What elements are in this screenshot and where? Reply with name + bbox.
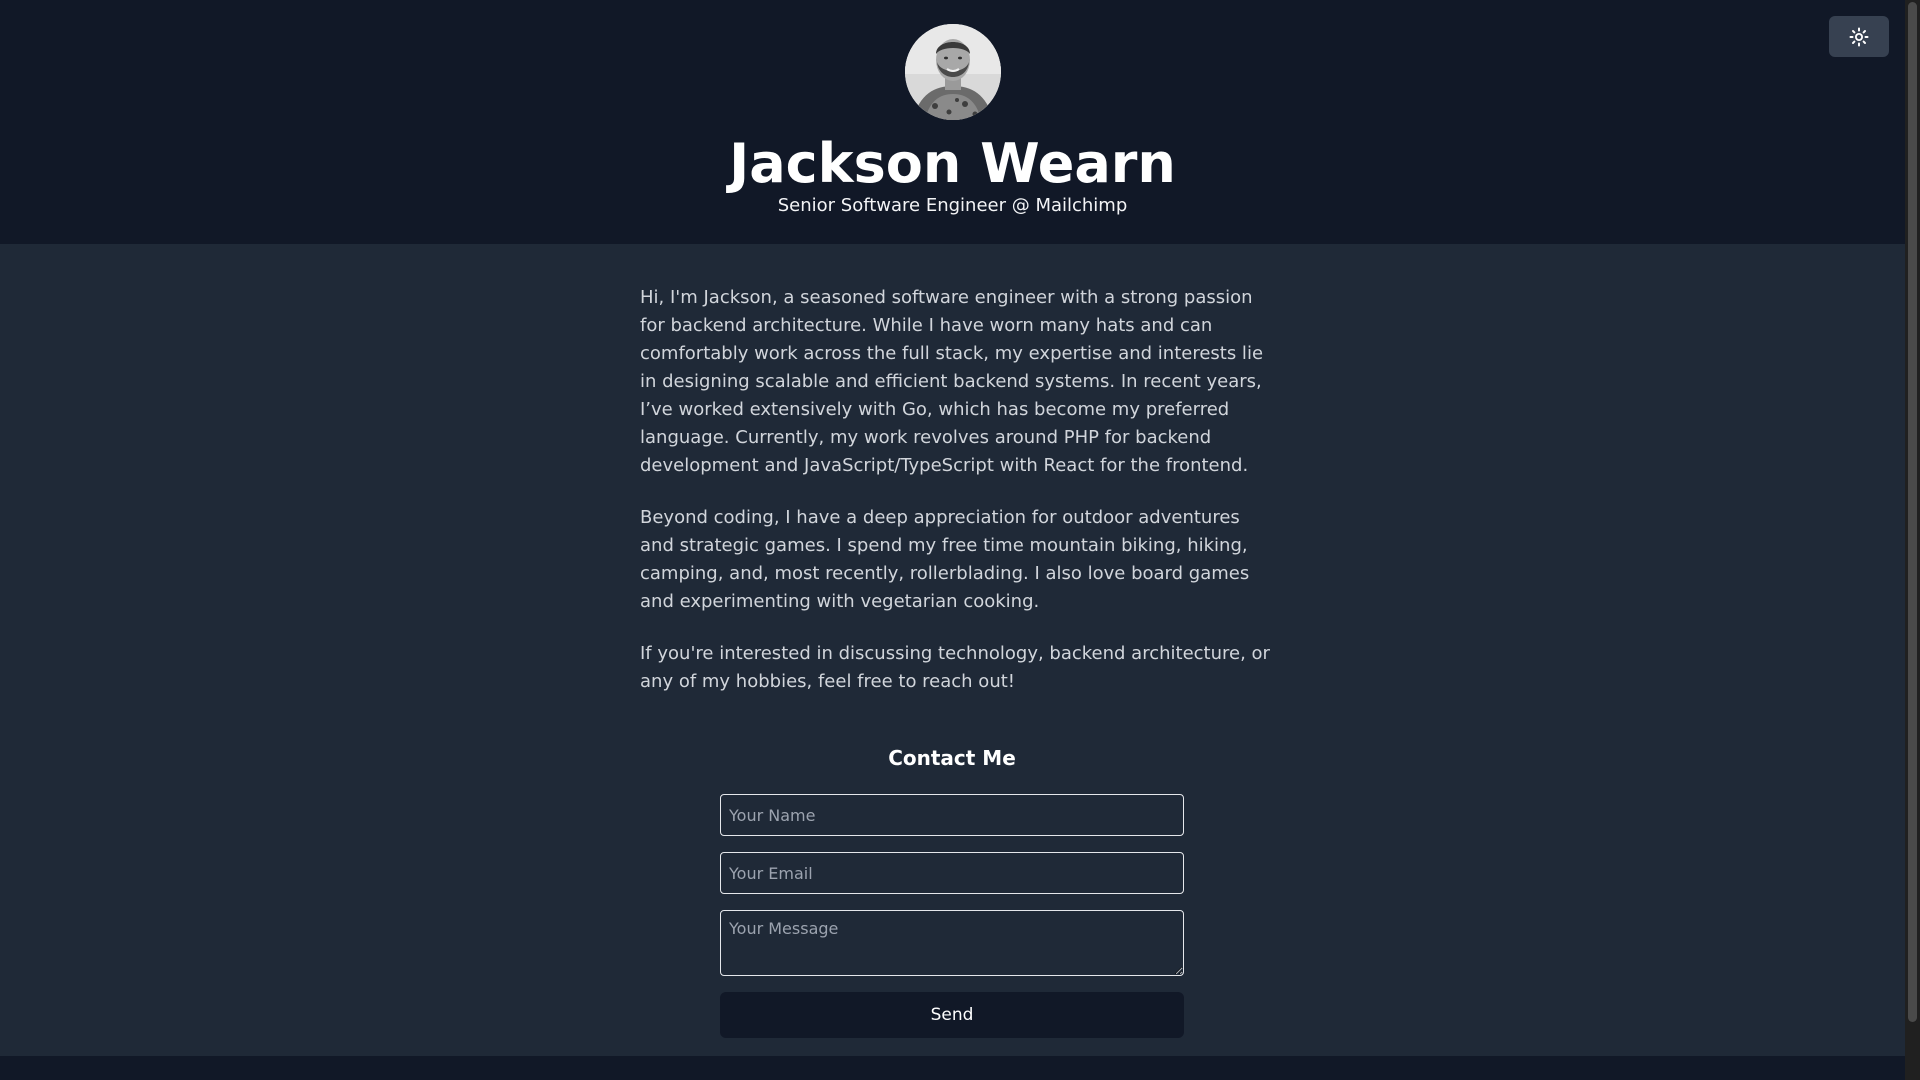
bio-paragraph: Beyond coding, I have a deep appreciation for outdoor adventures and strategic games. I spend my free time mountain biking, hiking, camping, and, most recently, rollerblading. I also love board games and experimenting with vegetarian cooking. [640,507,1250,612]
header [0,0,1905,244]
contact-form [720,740,1184,1038]
bio-paragraph: If you're interested in discussing technology, backend architecture, or any of my hobbies, feel free to reach out! [640,643,1270,692]
bio-paragraph: Hi, I'm Jackson, a seasoned software engineer with a strong passion for backend architecture. While I have worn many hats and can comfortably work across the full stack, my expertise and interests lie in designing scalable and efficient backend systems. In recent years, I’ve worked extensively with Go, which has become my preferred language. Currently, my work revolves around PHP for backend development and JavaScript/TypeScript with React for the frontend. [640,287,1264,476]
page-title: Jackson Wearn [729,132,1176,195]
bio-section [640,284,1270,696]
main-content [640,284,1270,720]
sun-icon [1849,27,1869,47]
send-button[interactable]: Send [720,992,1184,1038]
profile-photo-icon [905,24,1001,120]
message-textarea[interactable] [720,910,1184,976]
footer [0,1056,1905,1080]
vertical-scrollbar[interactable] [1905,0,1920,1080]
name-input[interactable] [720,794,1184,836]
theme-toggle-button[interactable] [1829,16,1889,57]
email-input[interactable] [720,852,1184,894]
scrollbar-thumb[interactable] [1908,2,1917,1022]
contact-heading: Contact Me [888,746,1016,770]
job-title: Senior Software Engineer @ Mailchimp [777,195,1128,216]
avatar [905,24,1001,120]
